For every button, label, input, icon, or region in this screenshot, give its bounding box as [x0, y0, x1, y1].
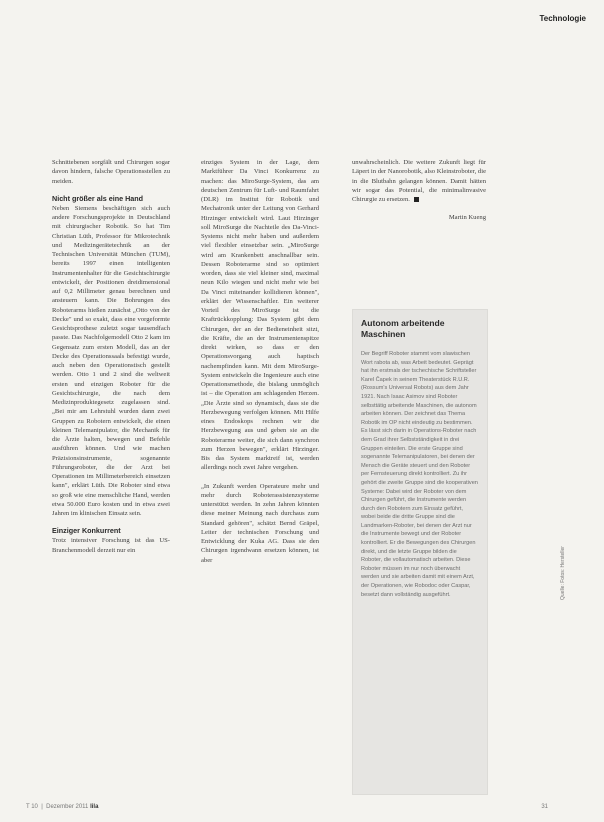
sidebar-box — [352, 309, 488, 795]
page-number-right: 31 — [541, 804, 548, 810]
issue-date: Dezember 2011 — [46, 804, 89, 810]
brand-name: lila — [90, 804, 99, 810]
footer-left: T 10 | Dezember 2011 lila — [26, 804, 99, 810]
page-number-left: T 10 — [26, 804, 38, 810]
paragraph: „In Zukunft werden Operateure mehr und mehr durch Roboterassistenzsysteme unterstützt werden. In zehn Jahren könnten diese meiner Meinung nach durchaus zum Standard gehören", schätzt Bernd Gräpel, Leiter der technischen Forschung und Entwicklung der Kuka AG. Dass sie den Chirurgen irgendwann ersetzen können, ist aber — [201, 482, 319, 564]
subheading: Einziger Konkurrent — [52, 526, 121, 536]
paragraph — [352, 158, 486, 204]
sidebar-body: Der Begriff Roboter stammt vom slawischen Wort rabota ab, was Arbeit bedeutet. Geprägt hat ihn erstmals der tschechische Schriftsteller Karel Čapek in seinem Theaterstück R.U.R. (Rossum's Universal Robots) aus dem Jahr 1921. Nach Isaac Asimov sind Roboter selbsttätig arbeitende Maschinen, die autonom arbeiten können. Der zeichnet das Thema Robotik im OP nicht eindeutig zu bestimmen. Es lässt sich darin in Operations-Roboter nach dem Grad ihrer Selbstständigkeit in drei Gruppen einteilen. Die erste Gruppe sind sogenannte Telemanipulatoren, bei denen der Mensch die Geräte steuert und den Roboter per Fernsteuerung direkt kontrolliert. Zu ihr gehört die zweite Gruppe sind die kooperativen Systeme: Dabei wird der Roboter von dem Chirurgen geführt, die Instrumente werden durch den Robotern zum Einsatz geführt, wobei beide die dritte Gruppe sind die Landmarken-Roboter, bei denen der Arzt nur die Instrumente bewegt und der Roboter kontrolliert. Er die Bewegungen des Chirurgen direkt, und die letzte Gruppe bilden die Roboter, die vollautomatisch arbeiten. Diese Roboter müssen im nur noch überwacht werden und sie arbeiten damit mit einem Arzt, der Operationen, wie Robodoc oder Caspar, besetzt dann vollständig ausgeführt. — [361, 351, 478, 598]
paragraph: einziges System in der Lage, dem Marktführer Da Vinci Konkurrenz zu machen: das MiroSurge-System, das am deutschen Zentrum für Luft- und Raumfahrt (DLR) im Institut für Robotik und Mechatronik unter der Leitung von Gerhard Hirzinger entwickelt wird. Laut Hirzinger soll MiroSurge die Nachteile des Da-Vinci-Systems nicht mehr haben und außerdem viel flexibler einsetzbar sein. „MiroSurge wird am Krankenbett anschnallbar sein. Dessen Roboterarme sind so optimiert worden, dass sie viel kleiner sind, maximal neun Kilo wiegen und nicht mehr wie bei Da Vinci miteinander kollidieren können", erklärt der Wissenschaftler. Ein weiterer Vorteil des MiroSurge ist die Kraftrückkopplung: Das System gibt dem Chirurgen, der an der Bedieneinheit sitzt, die Kräfte, die an der Instrumentenspitze direkt wirken, so dass er den Operationsvorgang auch haptisch nachempfinden kann. Mit dem MiroSurge-System entwickeln die Ingenieure auch eine Operationsmethode, die bislang unmöglich ist – die Operation am schlagenden Herzen. „Die Ärzte sind so dynamisch, dass sie die Herzbewegung verfolgen können. Mit Hilfe eines Endoskops rechnen wir die Herzbewegung aus und geben sie an die Roboterarme weiter, die sich dann synchron zum Herzen bewegen", erklärt Hirzinger. Bis das System marktreif ist, werden allerdings noch zwei Jahre vergehen. — [201, 159, 319, 472]
author-name: Martin Kueng — [448, 214, 486, 222]
section-label: Technologie — [539, 14, 586, 23]
article-column-2 — [201, 158, 319, 565]
photo-credit: Quelle: Fotos: Hersteller — [560, 546, 566, 600]
paragraph-text: unwahrscheinlich. Die weitere Zukunft liegt für Läpert in der Nanorobotik, also Kleinstroboter, die in die Blutbahn gelangen können. Damit hätten wir sogar das Potential, die minimalinvasive Chirurgie zu ersetzen. — [352, 159, 486, 203]
subheading: Nicht größer als eine Hand — [52, 193, 144, 203]
paragraph: Trotz intensiver Forschung ist das US-Branchenmodell derzeit nur ein — [52, 537, 170, 554]
paragraph: Neben Siemens beschäftigen sich auch andere Forschungsprojekte in Deutschland mit chirurgischer Robotik. So hat Tim Christian Lüth, Professor für Mikrotechnik und Medizingerätetechnik an der Technischen Universität München (TUM), bereits 1997 einen intelligenten Instrumentenhalter für die Gesichtschirurgie entwickelt, der Positionen dreidimensional auf 0,2 Millimeter genau berechnen und ansteuern kann. Die Bohrungen des Roboterarms hießen zunächst „Otto von der Decke" und so exakt, dass eine vorgeformte Gesichtsprothese zuletzt sogar tausendfach passte. Das Nachfolgemodell Otto 2 kam im Gegensatz zum ersten Modell, das an der Decke des Operationssaals befestigt wurde, auch neben den Operationstisch gestellt werden. Otto 1 und 2 sind die weltweit ersten und einzigen Roboter für die Gesichtschirurgie, die nach dem Medizinproduktegesetz zugelassen sind. „Bei mir am Lehrstuhl wurden dann zwei Gruppen zu Robotern entwickelt, die einen kleinen Telemanipulator, die Mechanik für die Ärzte halten, bewegen und Befehle ausführen können. Und wie machen Präzisionsinstrumente, sogenannte Führungsroboter, die der Arzt bei Operationen im Millimeterbereich einsetzen kann", erklärt Lüth. Die Roboter sind etwa so groß wie eine menschliche Hand, werden etwa 50.000 Euro kosten und in etwa zwei Jahren im klinischen Einsatz sein. — [52, 204, 170, 517]
article-column-1 — [52, 158, 170, 555]
end-mark-icon — [414, 197, 419, 202]
paragraph: Schnittebenen sorgfält und Chirurgen sogar davon hindern, falsche Operationsstellen zu meiden. — [52, 159, 170, 185]
sidebar-title: Autonom arbeitende Maschinen — [361, 318, 445, 339]
article-column-3 — [352, 158, 486, 223]
